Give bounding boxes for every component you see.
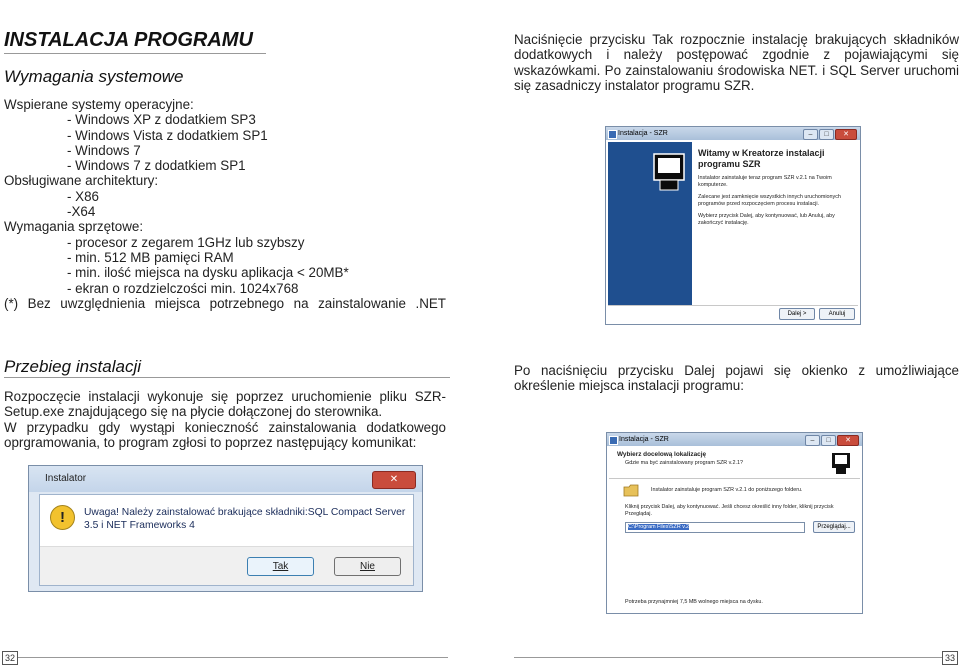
process-rule [4, 377, 450, 378]
os-item: - Windows 7 [67, 142, 141, 158]
wizard-title: Instalacja - SZR [619, 436, 669, 443]
page-number-right: 33 [942, 651, 958, 665]
os-label: Wspierane systemy operacyjne: [4, 97, 194, 112]
intro-line: dodatkowych i należy postępować zgodnie z pojawiającymi się [514, 47, 959, 63]
install-path-value: C:\Program Files\SZR v.2 [628, 524, 690, 530]
requirements-heading: Wymagania systemowe [4, 67, 184, 86]
intro-text-top [514, 32, 959, 93]
app-icon [609, 436, 618, 445]
intro-line: określenie miejsca instalacji programu: [514, 378, 744, 394]
hw-item: - min. ilość miejsca na dysku aplikacja < 20MB* [67, 265, 349, 281]
cancel-button[interactable]: Anuluj [819, 308, 855, 320]
wizard-separator [608, 305, 858, 306]
arch-item: - X86 [67, 188, 100, 204]
wizard-heading [698, 148, 856, 170]
minimize-icon[interactable]: – [805, 435, 820, 446]
location-subheading: Gdzie ma być zainstalowany program SZR v.2.1? [625, 460, 743, 466]
warning-icon: ! [50, 505, 75, 530]
hw-item: - ekran o rozdzielczości min. 1024x768 [67, 280, 299, 296]
process-heading: Przebieg instalacji [4, 357, 142, 376]
window-controls [803, 129, 857, 140]
installer-message-line: Uwaga! Należy zainstalować brakujące składniki:SQL Compact Server [84, 507, 406, 518]
footer-rule-left [18, 657, 448, 658]
arch-label: Obsługiwane architektury: [4, 173, 159, 189]
arch-item: -X64 [67, 204, 96, 220]
hw-label: Wymagania sprzętowe: [4, 219, 144, 235]
welcome-wizard [606, 127, 860, 324]
computer-box-icon [828, 450, 854, 476]
maximize-icon[interactable]: □ [821, 435, 836, 446]
location-instruction: Kliknij przycisk Dalej, aby kontynuować. Jeśli chcesz określić inny folder, kliknij przycisk Przeglądaj. [625, 504, 834, 517]
location-info: Instalator zainstaluje program SZR v.2.1 do poniższego folderu. [651, 487, 803, 493]
intro-text-bottom [514, 363, 959, 394]
os-item: - Windows XP z dodatkiem SP3 [67, 112, 256, 128]
wizard-para: Instalator zainstaluje teraz program SZR v.2.1 na Twoim komputerze. [698, 175, 832, 188]
maximize-icon[interactable]: □ [819, 129, 834, 140]
folder-icon [623, 484, 639, 497]
intro-line: wskazówkami. Po zainstalowaniu środowiska NET. i SQL Server uruchomi [514, 62, 959, 78]
wizard-para: Wybierz przycisk Dalej, aby kontynuować, lub Anuluj, aby zakończyć instalację. [698, 213, 835, 226]
title-rule [4, 53, 266, 54]
installer-title: Instalator [45, 473, 87, 484]
app-icon [608, 130, 617, 139]
computer-box-icon [608, 142, 692, 202]
wizard-para: Zalecane jest zamknięcie wszystkich innych uruchomionych programów przed rozpoczęciem procesu instalacji. [698, 194, 841, 207]
process-line: oprgramowania, to program zgłosi to poprzez następujący komunikat: [4, 434, 417, 450]
installer-dialog [29, 466, 422, 591]
hw-item: - procesor z zegarem 1GHz lub szybszy [67, 234, 305, 250]
wizard-title: Instalacja - SZR [618, 130, 668, 137]
intro-line: Naciśnięcie przycisku Tak rozpocznie instalację brakujących składników [514, 32, 959, 47]
installer-message [84, 506, 405, 532]
wizard-text [698, 175, 848, 227]
window-controls [805, 435, 859, 446]
page-title: INSTALACJA PROGRAMU [4, 29, 253, 51]
location-heading: Wybierz docelową lokalizację [617, 451, 707, 458]
location-wizard [607, 433, 862, 613]
hw-item: - min. 512 MB pamięci RAM [67, 249, 234, 265]
installer-button-bar [40, 546, 413, 585]
process-line: Rozpoczęcie instalacji wykonuje się poprzez uruchomienie pliku SZR- [4, 389, 446, 404]
wizard-side-panel [608, 142, 692, 305]
wizard-header [609, 448, 860, 479]
process-text [4, 389, 446, 450]
close-icon[interactable]: ✕ [372, 471, 416, 489]
close-icon[interactable]: ✕ [837, 435, 859, 446]
process-line: W przypadku gdy wystąpi konieczność zainstalowania dodatkowego [4, 419, 446, 435]
minimize-icon[interactable]: – [803, 129, 818, 140]
yes-button[interactable]: Tak [247, 557, 314, 576]
installer-message-line: 3.5 i NET Frameworks 4 [84, 520, 195, 531]
wizard-titlebar [607, 433, 862, 446]
wizard-heading-line: programu SZR [698, 159, 761, 169]
os-item: - Windows Vista z dodatkiem SP1 [67, 127, 268, 143]
wizard-titlebar [606, 127, 860, 140]
requirements-block [4, 97, 446, 311]
intro-line: Po naciśnięciu przycisku Dalej pojawi się okienko z umożliwiające [514, 363, 959, 378]
footnote: (*) Bez uwzględnienia miejsca potrzebnego na zainstalowanie .NET [4, 295, 446, 311]
footer-rule-right [514, 657, 942, 658]
os-item: - Windows 7 z dodatkiem SP1 [67, 158, 246, 174]
process-line: Setup.exe znajdującego się na płycie dołączonej do sterownika. [4, 404, 383, 420]
disk-space-note: Potrzeba przynajmniej 7,5 MB wolnego miejsca na dysku. [625, 599, 763, 605]
browse-button[interactable]: Przeglądaj... [813, 521, 855, 533]
close-icon[interactable]: ✕ [835, 129, 857, 140]
installer-titlebar [29, 466, 422, 492]
install-path-input[interactable] [625, 522, 805, 533]
page-number-left: 32 [2, 651, 18, 665]
intro-line: się zasadniczy instalator programu SZR. [514, 77, 755, 93]
next-button[interactable]: Dalej > [779, 308, 815, 320]
wizard-heading-line: Witamy w Kreatorze instalacji [698, 148, 825, 158]
installer-body [39, 494, 414, 586]
no-button[interactable]: Nie [334, 557, 401, 576]
